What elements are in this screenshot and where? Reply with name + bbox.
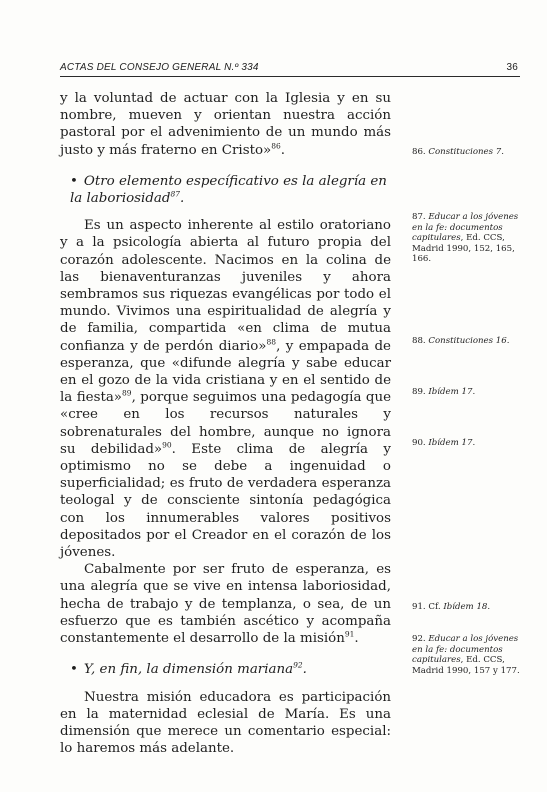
main-text-column <box>60 90 391 757</box>
footnote-ref-90: 90 <box>162 440 172 450</box>
paragraph-2: Es un aspecto inherente al estilo oratoriano y a la psicología abierta al futuro propia del corazón adolescente. Nacimos en la colina de las bienaventuranzas juveniles y ahora sembramos sus riquezas evangélicas por todo el mundo. Vivimos una espiritualidad de alegría y de familia, compartida «en clima de mutua confianza y de perdón diario»$^{88}$, y empapada de esperanza, que «difunde alegría y sabe educar en el gozo de la vida cristiana y en el sentido de la fiesta»$^{89}$, porque seguimos una pedagogía que «cree en los recursos naturales y sobrenaturales del hombre, aunque no ignora su debilidad»$^{90}$. Este clima de alegría y optimismo no se debe a ingenuidad o superficialidad; es fruto de verdadera esperanza teologal y de consciente sintonía pedagógica con los innumerables valores positivos depositados por el Creador en el corazón de los jóvenes. <box>60 218 392 561</box>
footnote-ref-86: 86 <box>271 141 281 151</box>
bullet-icon: • <box>70 173 78 189</box>
margin-note-88: 88. Constituciones 16. <box>412 336 510 346</box>
running-header <box>60 62 518 76</box>
margin-note-89: 89. Ibídem 17. <box>412 387 476 397</box>
header-rule <box>60 76 520 77</box>
margin-note-90: 90. Ibídem 17. <box>412 438 476 448</box>
footnote-ref-91: 91 <box>344 629 355 639</box>
footnote-ref-89: 89 <box>122 388 132 398</box>
margin-note-91: 91. Cf. Ibídem 18. <box>412 602 491 612</box>
paragraph-4: Nuestra misión educadora es participación en la maternidad eclesial de María. Es una dimensión que merece un comentario especial: lo haremos más adelante. <box>60 689 391 757</box>
margin-note-86: 86. Constituciones 7. <box>412 147 504 157</box>
margin-note-87: 87. Educar a los jóvenes en la fe: documentos capitulares, Ed. CCS, Madrid 1990, 152, 165, 166. <box>412 212 519 265</box>
footnote-ref-87: 87 <box>170 189 180 199</box>
page-number: 36 <box>506 62 518 73</box>
header-title: ACTAS DEL CONSEJO GENERAL N.º 334 <box>60 62 259 73</box>
margin-note-92: 92. Educar a los jóvenes en la fe: documentos capitulares, Ed. CCS, Madrid 1990, 157 y 177. <box>412 634 520 676</box>
bullet-icon: • <box>70 662 78 678</box>
section-heading-mariana: • Y, en fin, la dimensión mariana$^{92}$. <box>70 660 307 678</box>
footnote-ref-92: 92 <box>293 660 303 670</box>
footnote-ref-88: 88 <box>266 337 277 347</box>
section-heading-alegria: • Otro elemento específicativo es la alegría en la laboriosidad$^{87}$. <box>70 173 387 207</box>
paragraph-3: Cabalmente por ser fruto de esperanza, es una alegría que se vive en intensa laboriosidad, hecha de trabajo y de templanza, o sea, de un esfuerzo que es también ascético y acompaña constantemente el desarrollo de la misión$^{91}$. <box>60 562 391 647</box>
paragraph-1: y la voluntad de actuar con la Iglesia y en su nombre, mueven y orientan nuestra acción pastoral por el advenimiento de un mundo más justo y más fraterno en Cristo»$^{86}$. <box>60 91 391 158</box>
